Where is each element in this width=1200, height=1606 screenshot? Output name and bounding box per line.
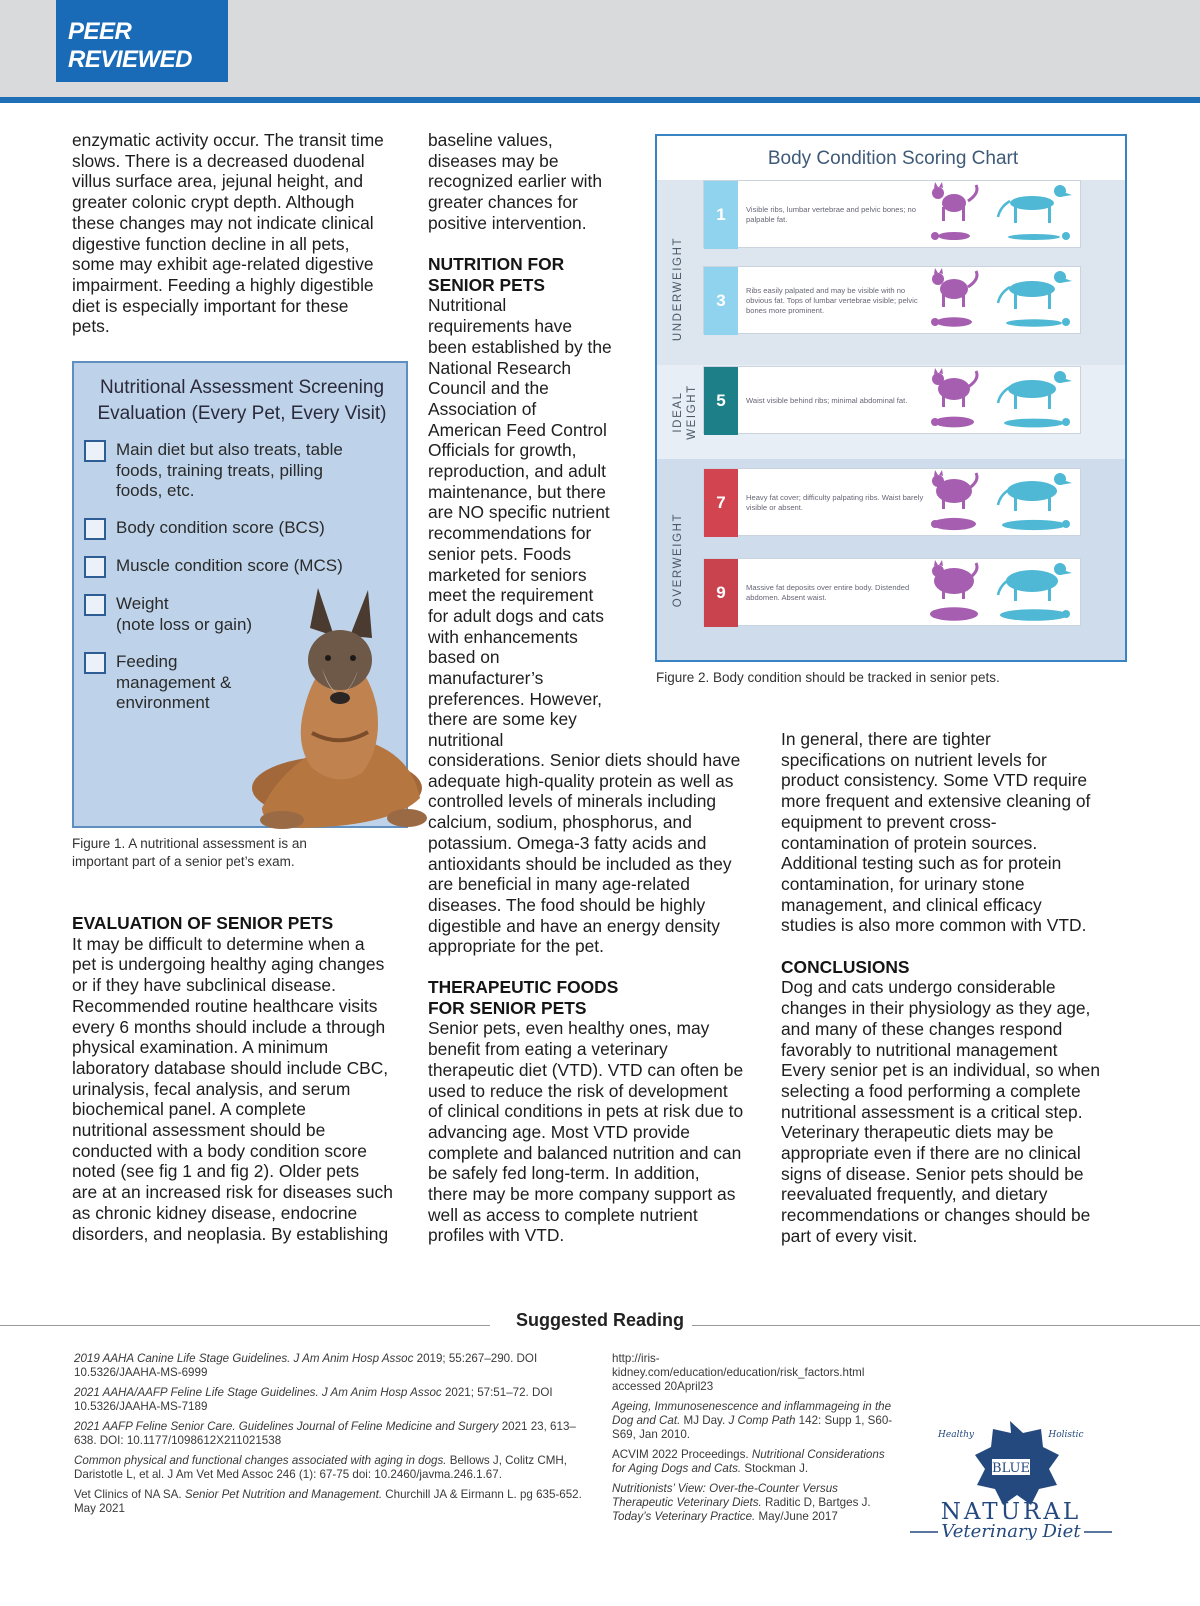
text-line: digestive function decline in all pets, — [72, 233, 350, 254]
checklist-item — [84, 518, 325, 540]
logo-badge: BLUE — [992, 1461, 1030, 1476]
text-line: potassium. Omega-3 fatty acids and — [428, 832, 707, 853]
text-line: disorders, and neoplasia. By establishing — [72, 1223, 389, 1244]
text-line: every 6 months should include a through — [72, 1016, 386, 1037]
text-line: Association of — [428, 398, 537, 419]
text-line: advancing age. Most VTD provide — [428, 1121, 690, 1142]
figure2-caption: Figure 2. Body condition should be tracked in senior pets. — [656, 670, 1000, 685]
text-line: marketed for seniors — [428, 564, 587, 585]
header-rule — [0, 97, 1200, 103]
text-line: laboratory database should include CBC, — [72, 1057, 389, 1078]
text-line: or if they have subclinical disease. — [72, 975, 336, 996]
checklist-line: Muscle condition score (MCS) — [116, 556, 343, 575]
text-line: calcium, sodium, phosphorus, and — [428, 812, 692, 833]
reference-text: Stockman J. — [741, 1462, 809, 1475]
reference-item — [612, 1352, 894, 1394]
checklist-line: Weight — [116, 594, 169, 613]
dog-silhouette-icon — [992, 559, 1078, 625]
text-line: greater chances for — [428, 192, 578, 213]
text-line: adequate high-quality protein as well as — [428, 770, 734, 791]
text-line: Council and the — [428, 378, 549, 399]
text-line: signs of disease. Senior pets should be — [781, 1163, 1084, 1184]
bcs-description: Massive fat deposits over entire body. Distended abdomen. Absent waist. — [746, 583, 910, 602]
text-line: contamination of protein sources. — [781, 832, 1038, 853]
text-line: are at an increased risk for diseases such — [72, 1182, 393, 1203]
text-line: as chronic kidney disease, endocrine — [72, 1202, 358, 1223]
figure1-caption: Figure 1. A nutritional assessment is an important part of a senior pet’s exam. — [72, 836, 307, 869]
checklist-item — [84, 594, 252, 635]
reference-text: 2021; 57:51–72. DOI 10.5326/JAAHA-MS-7189 — [74, 1386, 553, 1413]
therapeutic-heading: THERAPEUTIC FOODS FOR SENIOR PETS — [428, 977, 619, 1018]
text-line: with enhancements — [428, 626, 578, 647]
bcs-row — [703, 558, 1081, 626]
checklist-item-label — [116, 594, 252, 635]
figure1-title: Nutritional Assessment Screening Evaluation (Every Pet, Every Visit) — [97, 377, 387, 424]
text-line: reproduction, and adult — [428, 461, 606, 482]
text-line: It may be difficult to determine when a — [72, 933, 365, 954]
text-line: impairment. Feeding a highly digestible — [72, 274, 374, 295]
text-line: considerations. Senior diets should have — [428, 750, 741, 770]
text-line: studies is also more common with VTD. — [781, 915, 1087, 936]
reference-text: Raditic D, Bartges J. — [761, 1496, 871, 1509]
reference-text: 2021 AAFP Feline Senior Care. Guidelines Journal of Feline Medicine and Surgery — [74, 1420, 499, 1433]
text-line: more frequent and extensive cleaning of — [781, 791, 1091, 812]
checklist-line: foods, etc. — [116, 481, 195, 500]
checklist-line: Feeding — [116, 652, 178, 671]
figure1-screening-box — [72, 361, 408, 828]
col2-intro-text — [428, 130, 638, 234]
text-line: National Research — [428, 357, 572, 378]
reference-item — [74, 1454, 584, 1482]
text-line: Officials for growth, — [428, 440, 577, 461]
checklist-item — [84, 652, 231, 714]
reference-text: 2019 AAHA Canine Life Stage Guidelines. J Am Anim Hosp Assoc — [74, 1352, 414, 1365]
bcs-score: 3 — [704, 267, 738, 335]
text-line: Veterinary therapeutic diets may be — [781, 1122, 1054, 1143]
reference-text: Churchill JA & Eirmann L. pg 635-652. May 2021 — [74, 1488, 582, 1515]
checkbox-icon[interactable] — [84, 518, 106, 540]
therapeutic-section — [428, 977, 768, 1246]
reference-text: 2019; 55:267–290. DOI 10.5326/JAAHA-MS-6999 — [74, 1352, 538, 1379]
text-line: enzymatic activity occur. The transit time — [72, 130, 384, 150]
text-line: In general, there are tighter — [781, 729, 991, 749]
text-line: villus surface area, jejunal height, and — [72, 171, 363, 192]
text-line: there may be more company support as — [428, 1184, 736, 1205]
bcs-description: Waist visible behind ribs; minimal abdominal fat. — [746, 396, 908, 405]
references-right — [612, 1352, 894, 1530]
text-line: maintenance, but there — [428, 481, 606, 502]
cat-silhouette-icon — [926, 469, 982, 535]
figure2-body-condition-chart — [655, 134, 1127, 662]
reference-text: Senior Pet Nutrition and Management. — [184, 1488, 383, 1501]
reference-text: 142: Supp 1, S60-S69, Jan 2010. — [612, 1414, 893, 1441]
zone-label-overweight: OVERWEIGHT — [672, 512, 685, 607]
bcs-score: 7 — [704, 469, 738, 537]
spacer — [781, 936, 1131, 957]
bcs-description: Heavy fat cover; difficulty palpating ribs. Waist barely visible or absent. — [746, 493, 924, 512]
text-line: baseline values, — [428, 130, 553, 150]
logo-veterinary-diet: Veterinary Diet — [941, 1521, 1081, 1540]
text-line: noted (see fig 1 and fig 2). Older pets — [72, 1161, 360, 1182]
text-line: nutritional assessment is a critical step. — [781, 1101, 1083, 1122]
text-line: based on — [428, 647, 500, 668]
checkbox-icon[interactable] — [84, 652, 106, 674]
text-line: selecting a food performing a complete — [781, 1080, 1081, 1101]
reference-text: MJ Day. — [680, 1414, 729, 1427]
reference-item — [74, 1488, 584, 1516]
checklist-line: foods, training treats, pilling — [116, 460, 323, 480]
text-line: Recommended routine healthcare visits — [72, 995, 378, 1016]
bcs-description: Visible ribs, lumbar vertebrae and pelvic bones; no palpable fat. — [746, 205, 916, 224]
dog-silhouette-icon — [992, 469, 1078, 535]
text-line: digestible and have an energy density — [428, 915, 720, 936]
nutrition-heading: NUTRITION FOR SENIOR PETS — [428, 254, 565, 295]
text-line: Senior pets, even healthy ones, may — [428, 1018, 710, 1039]
col3-text — [781, 729, 1131, 1247]
reference-item — [74, 1420, 584, 1448]
reference-text: Today’s Veterinary Practice. — [612, 1510, 756, 1523]
bcs-score: 5 — [704, 367, 738, 435]
text-line: equipment to prevent cross- — [781, 811, 997, 832]
checklist-item — [84, 556, 343, 578]
text-line: specifications on nutrient levels for — [781, 749, 1047, 770]
cat-silhouette-icon — [926, 267, 982, 333]
text-line: conducted with a body condition score — [72, 1140, 367, 1161]
conclusions-heading: CONCLUSIONS — [781, 956, 910, 977]
text-line: there are some key — [428, 709, 577, 730]
text-line: urinalysis, fecal analysis, and serum — [72, 1078, 351, 1099]
text-line: appropriate even if there are no clinical — [781, 1143, 1081, 1164]
text-line: appropriate for the pet. — [428, 936, 604, 957]
text-line: physical examination. A minimum — [72, 1037, 329, 1058]
reference-text: 2021 23, 613–638. DOI: 10.1177/1098612X211021538 — [74, 1420, 576, 1447]
text-line: requirements have — [428, 316, 573, 337]
bcs-illustration — [926, 267, 1078, 333]
reference-item — [74, 1352, 584, 1380]
text-line: product consistency. Some VTD require — [781, 770, 1088, 791]
text-line: nutritional assessment should be — [72, 1120, 326, 1141]
text-line: of clinical conditions in pets at risk due to — [428, 1101, 744, 1122]
reference-text: Nutritional Considerations for Aging Dogs and Cats. — [612, 1448, 885, 1475]
reference-text: May/June 2017 — [755, 1510, 838, 1523]
text-line: management, and clinical efficacy — [781, 894, 1042, 915]
text-line: well as access to complete nutrient — [428, 1204, 698, 1225]
text-line: diet is especially important for these — [72, 295, 349, 316]
text-line: Nutritional — [428, 295, 507, 316]
checklist-item-label — [116, 556, 343, 577]
reference-text: Bellows J, Colitz CMH, Daristotle L, et al. J Am Vet Med Assoc 246 (1): 67-75 doi: 10.2460/javma.246.1.67. — [74, 1454, 567, 1481]
nutrition-continued-text — [428, 750, 768, 957]
reference-text: J Comp Path — [728, 1414, 796, 1427]
peer-reviewed-tag: PEER REVIEWED — [56, 0, 228, 82]
cat-silhouette-icon — [926, 559, 982, 625]
text-line: Additional testing such as for protein — [781, 853, 1062, 874]
text-line: preferences. However, — [428, 688, 602, 709]
bcs-description: Ribs easily palpated and may be visible with no obvious fat. Tops of lumbar vertebrae visible; pelvic bones more prominent. — [746, 286, 918, 315]
text-line: profiles with VTD. — [428, 1225, 565, 1246]
evaluation-heading: EVALUATION OF SENIOR PETS — [72, 913, 334, 933]
checklist-item — [84, 440, 343, 502]
checklist-item-label — [116, 518, 325, 539]
col1-intro-text — [72, 130, 408, 337]
blue-natural-veterinary-diet-logo — [904, 1415, 1118, 1540]
text-line: therapeutic diet (VTD). VTD can often be — [428, 1059, 744, 1080]
text-line: biochemical panel. A complete — [72, 1099, 306, 1120]
reference-text: Common physical and functional changes associated with aging in dogs. — [74, 1454, 447, 1467]
bcs-score: 1 — [704, 181, 738, 249]
logo-healthy: Healthy — [938, 1430, 974, 1440]
dog-silhouette-icon — [992, 367, 1078, 433]
cat-silhouette-icon — [926, 181, 982, 247]
figure2-title: Body Condition Scoring Chart — [767, 148, 1019, 169]
senior-dog-photo — [242, 598, 422, 838]
bcs-illustration — [926, 181, 1078, 247]
text-line: pet is undergoing healthy aging changes — [72, 954, 385, 975]
reference-text: Ageing, Immunosenescence and inflammageing in the Dog and Cat. — [612, 1400, 892, 1427]
text-line: recommendations for — [428, 523, 592, 544]
checkbox-icon[interactable] — [84, 594, 106, 616]
text-line: are beneficial in many age-related — [428, 874, 690, 895]
zone-label-underweight: UNDERWEIGHT — [672, 236, 684, 342]
suggested-reading-title: Suggested Reading — [515, 1310, 685, 1330]
checklist-line: management & — [116, 672, 232, 692]
text-line: used to reduce the risk of development — [428, 1080, 728, 1101]
bcs-row — [703, 366, 1081, 434]
bcs-row — [703, 180, 1081, 248]
bcs-row — [703, 468, 1081, 536]
text-line: nutritional — [428, 730, 504, 751]
text-line: greater colonic crypt depth. Although — [72, 192, 355, 213]
text-line: benefit from eating a veterinary — [428, 1039, 668, 1060]
reference-item — [612, 1448, 894, 1476]
checkbox-icon[interactable] — [84, 556, 106, 578]
text-line: complete and balanced nutrition and can — [428, 1142, 742, 1163]
reference-text: 2021 AAHA/AAFP Feline Life Stage Guidelines. J Am Anim Hosp Assoc — [74, 1386, 442, 1399]
text-line: are NO specific nutrient — [428, 502, 610, 523]
reference-text: http://iris-kidney.com/education/education/risk_factors.html accessed 20April23 — [612, 1352, 865, 1393]
bcs-illustration — [926, 367, 1078, 433]
text-line: Dog and cats undergo considerable — [781, 977, 1056, 998]
text-line: and many of these changes respond — [781, 1018, 1063, 1039]
logo-holistic: Holistic — [1048, 1430, 1084, 1440]
text-line: diseases may be — [428, 150, 559, 171]
checklist-item-label — [116, 440, 343, 502]
text-line: some may exhibit age-related digestive — [72, 254, 374, 275]
dog-silhouette-icon — [992, 267, 1078, 333]
text-line: reevaluated frequently, and dietary — [781, 1184, 1048, 1205]
text-line: slows. There is a decreased duodenal — [72, 150, 365, 171]
text-line: controlled levels of minerals including — [428, 791, 717, 812]
checklist-line: Body condition score (BCS) — [116, 518, 325, 537]
reference-text: ACVIM 2022 Proceedings. — [612, 1448, 752, 1461]
checklist-line: Main diet but also treats, table — [116, 440, 343, 459]
evaluation-section — [72, 913, 408, 1244]
dog-silhouette-icon — [992, 181, 1078, 247]
cat-silhouette-icon — [926, 367, 982, 433]
reference-text: Vet Clinics of NA SA. — [74, 1488, 185, 1501]
text-line: recommendations or changes should be — [781, 1205, 1091, 1226]
text-line: recognized earlier with — [428, 171, 602, 192]
bcs-illustration — [926, 559, 1078, 625]
zone-label-ideal: IDEAL WEIGHT — [672, 384, 699, 440]
reference-item — [612, 1400, 894, 1442]
text-line: meet the requirement — [428, 585, 594, 606]
text-line: positive intervention. — [428, 212, 587, 233]
text-line: these changes may not indicate clinical — [72, 212, 374, 233]
text-line: Every senior pet is an individual, so when — [781, 1060, 1101, 1081]
text-line: American Feed Control — [428, 419, 607, 440]
text-line: senior pets. Foods — [428, 543, 572, 564]
text-line: part of every visit. — [781, 1225, 918, 1246]
text-line: pets. — [72, 316, 110, 337]
text-line: contamination, for urinary stone — [781, 873, 1025, 894]
text-line: favorably to nutritional management — [781, 1039, 1058, 1060]
text-line: been established by the — [428, 336, 612, 357]
text-line: be safely fed long-term. In addition, — [428, 1163, 700, 1184]
checklist-line: environment — [116, 693, 210, 712]
checklist-line: (note loss or gain) — [116, 614, 253, 634]
nutrition-section — [428, 254, 638, 751]
text-line: changes in their physiology as they age, — [781, 998, 1091, 1019]
text-line: manufacturer’s — [428, 668, 544, 689]
bcs-illustration — [926, 469, 1078, 535]
checklist-item-label — [116, 652, 231, 714]
logo-natural: NATURAL — [940, 1499, 1082, 1525]
text-line: antioxidants should be included as they — [428, 853, 732, 874]
text-line: for adult dogs and cats — [428, 605, 604, 626]
references-left — [74, 1352, 584, 1522]
checkbox-icon[interactable] — [84, 440, 106, 462]
bcs-row — [703, 266, 1081, 334]
text-line: diseases. The food should be highly — [428, 894, 706, 915]
reference-item — [612, 1482, 894, 1524]
bcs-score: 9 — [704, 559, 738, 627]
reference-item — [74, 1386, 584, 1414]
reference-text: Nutritionists’ View: Over-the-Counter Versus Therapeutic Veterinary Diets. — [612, 1482, 838, 1509]
